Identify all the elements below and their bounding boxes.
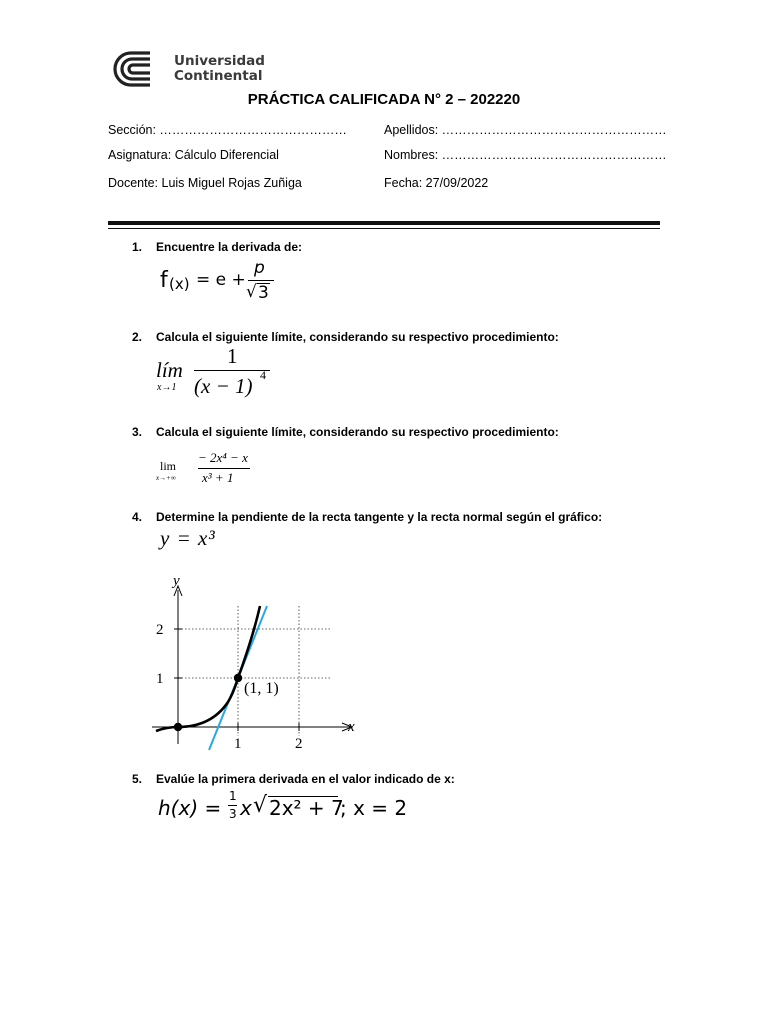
x-axis-label: x <box>348 719 355 735</box>
question-4-text: Determine la pendiente de la recta tangente y la recta normal según el gráfico: <box>156 510 603 524</box>
logo-text-line1: Universidad <box>174 53 265 69</box>
page-title: PRÁCTICA CALIFICADA N° 2 – 202220 <box>247 91 521 108</box>
formula-2-exp: 4 <box>260 368 266 382</box>
formula-1-den: 3 <box>258 283 269 303</box>
formula-2-sub: x→1 <box>157 382 177 393</box>
y-tick-label-1: 1 <box>156 671 164 687</box>
university-logo-icon <box>110 48 168 90</box>
question-3-text: Calcula el siguiente límite, considerando su respectivo procedimiento: <box>156 425 559 439</box>
question-5-text: Evalúe la primera derivada en el valor indicado de x: <box>156 772 455 786</box>
formula-1 <box>160 258 290 306</box>
formula-1-sqrt-icon: √ <box>246 282 257 302</box>
question-2-number: 2. <box>131 330 142 344</box>
formula-5-fraction-bar <box>228 805 237 806</box>
question-5-number: 5. <box>131 772 142 786</box>
formula-5-sqrt-icon: √ <box>253 793 268 818</box>
formula-3-lim: lim <box>160 459 177 473</box>
formula-2-lim: lím <box>156 358 183 382</box>
y-axis-label: y <box>173 573 180 589</box>
fecha-field: Fecha: 27/09/2022 <box>384 176 489 190</box>
formula-5-den: 3 <box>229 807 237 821</box>
header-divider <box>108 221 660 225</box>
header-divider-thin <box>108 228 660 229</box>
formula-3 <box>156 448 266 488</box>
function-graph <box>150 572 370 762</box>
tangent-point <box>234 674 242 682</box>
question-1-text: Encuentre la derivada de: <box>156 240 303 254</box>
y-tick-label-2: 2 <box>156 622 164 638</box>
origin-point <box>174 723 182 731</box>
nombres-field: Nombres: ……………………………………………… <box>384 148 667 162</box>
formula-5-num: 1 <box>229 789 237 803</box>
formula-1-f: f <box>160 268 168 293</box>
formula-5-lhs: h(x) = <box>158 796 222 820</box>
question-3-number: 3. <box>131 425 142 439</box>
question-4-number: 4. <box>131 510 142 524</box>
formula-5-tail: ; x = 2 <box>340 796 408 820</box>
formula-3-den: x³ + 1 <box>202 470 234 485</box>
seccion-field: Sección: ……………………………………… <box>108 123 347 137</box>
asignatura-field: Asignatura: Cálculo Diferencial <box>108 148 279 162</box>
point-label: (1, 1) <box>244 680 279 697</box>
formula-2-den: (x − 1) <box>194 374 253 398</box>
cubic-curve <box>156 606 260 731</box>
apellidos-field: Apellidos: ……………………………………………… <box>384 123 667 137</box>
formula-2-fraction-bar <box>194 370 270 371</box>
formula-3-fraction-bar <box>198 468 250 469</box>
formula-5 <box>158 790 418 830</box>
formula-5-x: x <box>240 796 252 820</box>
formula-1-x: (x) <box>169 275 190 293</box>
formula-3-sub: x→+∞ <box>156 474 176 482</box>
docente-field: Docente: Luis Miguel Rojas Zuñiga <box>108 176 302 190</box>
x-tick-label-1: 1 <box>234 736 242 752</box>
formula-3-num: − 2x⁴ − x <box>198 450 248 465</box>
formula-4: y = x³ <box>160 526 216 550</box>
question-2-text: Calcula el siguiente límite, considerando su respectivo procedimiento: <box>156 330 559 344</box>
formula-1-num: p <box>254 258 265 278</box>
question-1-number: 1. <box>131 240 142 254</box>
formula-2-num: 1 <box>227 344 238 368</box>
formula-1-eq: = e + <box>196 270 246 290</box>
logo-text-line2: Continental <box>174 68 263 84</box>
formula-5-rad: 2x² + 7 <box>269 796 344 820</box>
x-tick-label-2: 2 <box>295 736 303 752</box>
formula-1-fraction-bar <box>248 280 274 281</box>
formula-2 <box>156 344 286 406</box>
